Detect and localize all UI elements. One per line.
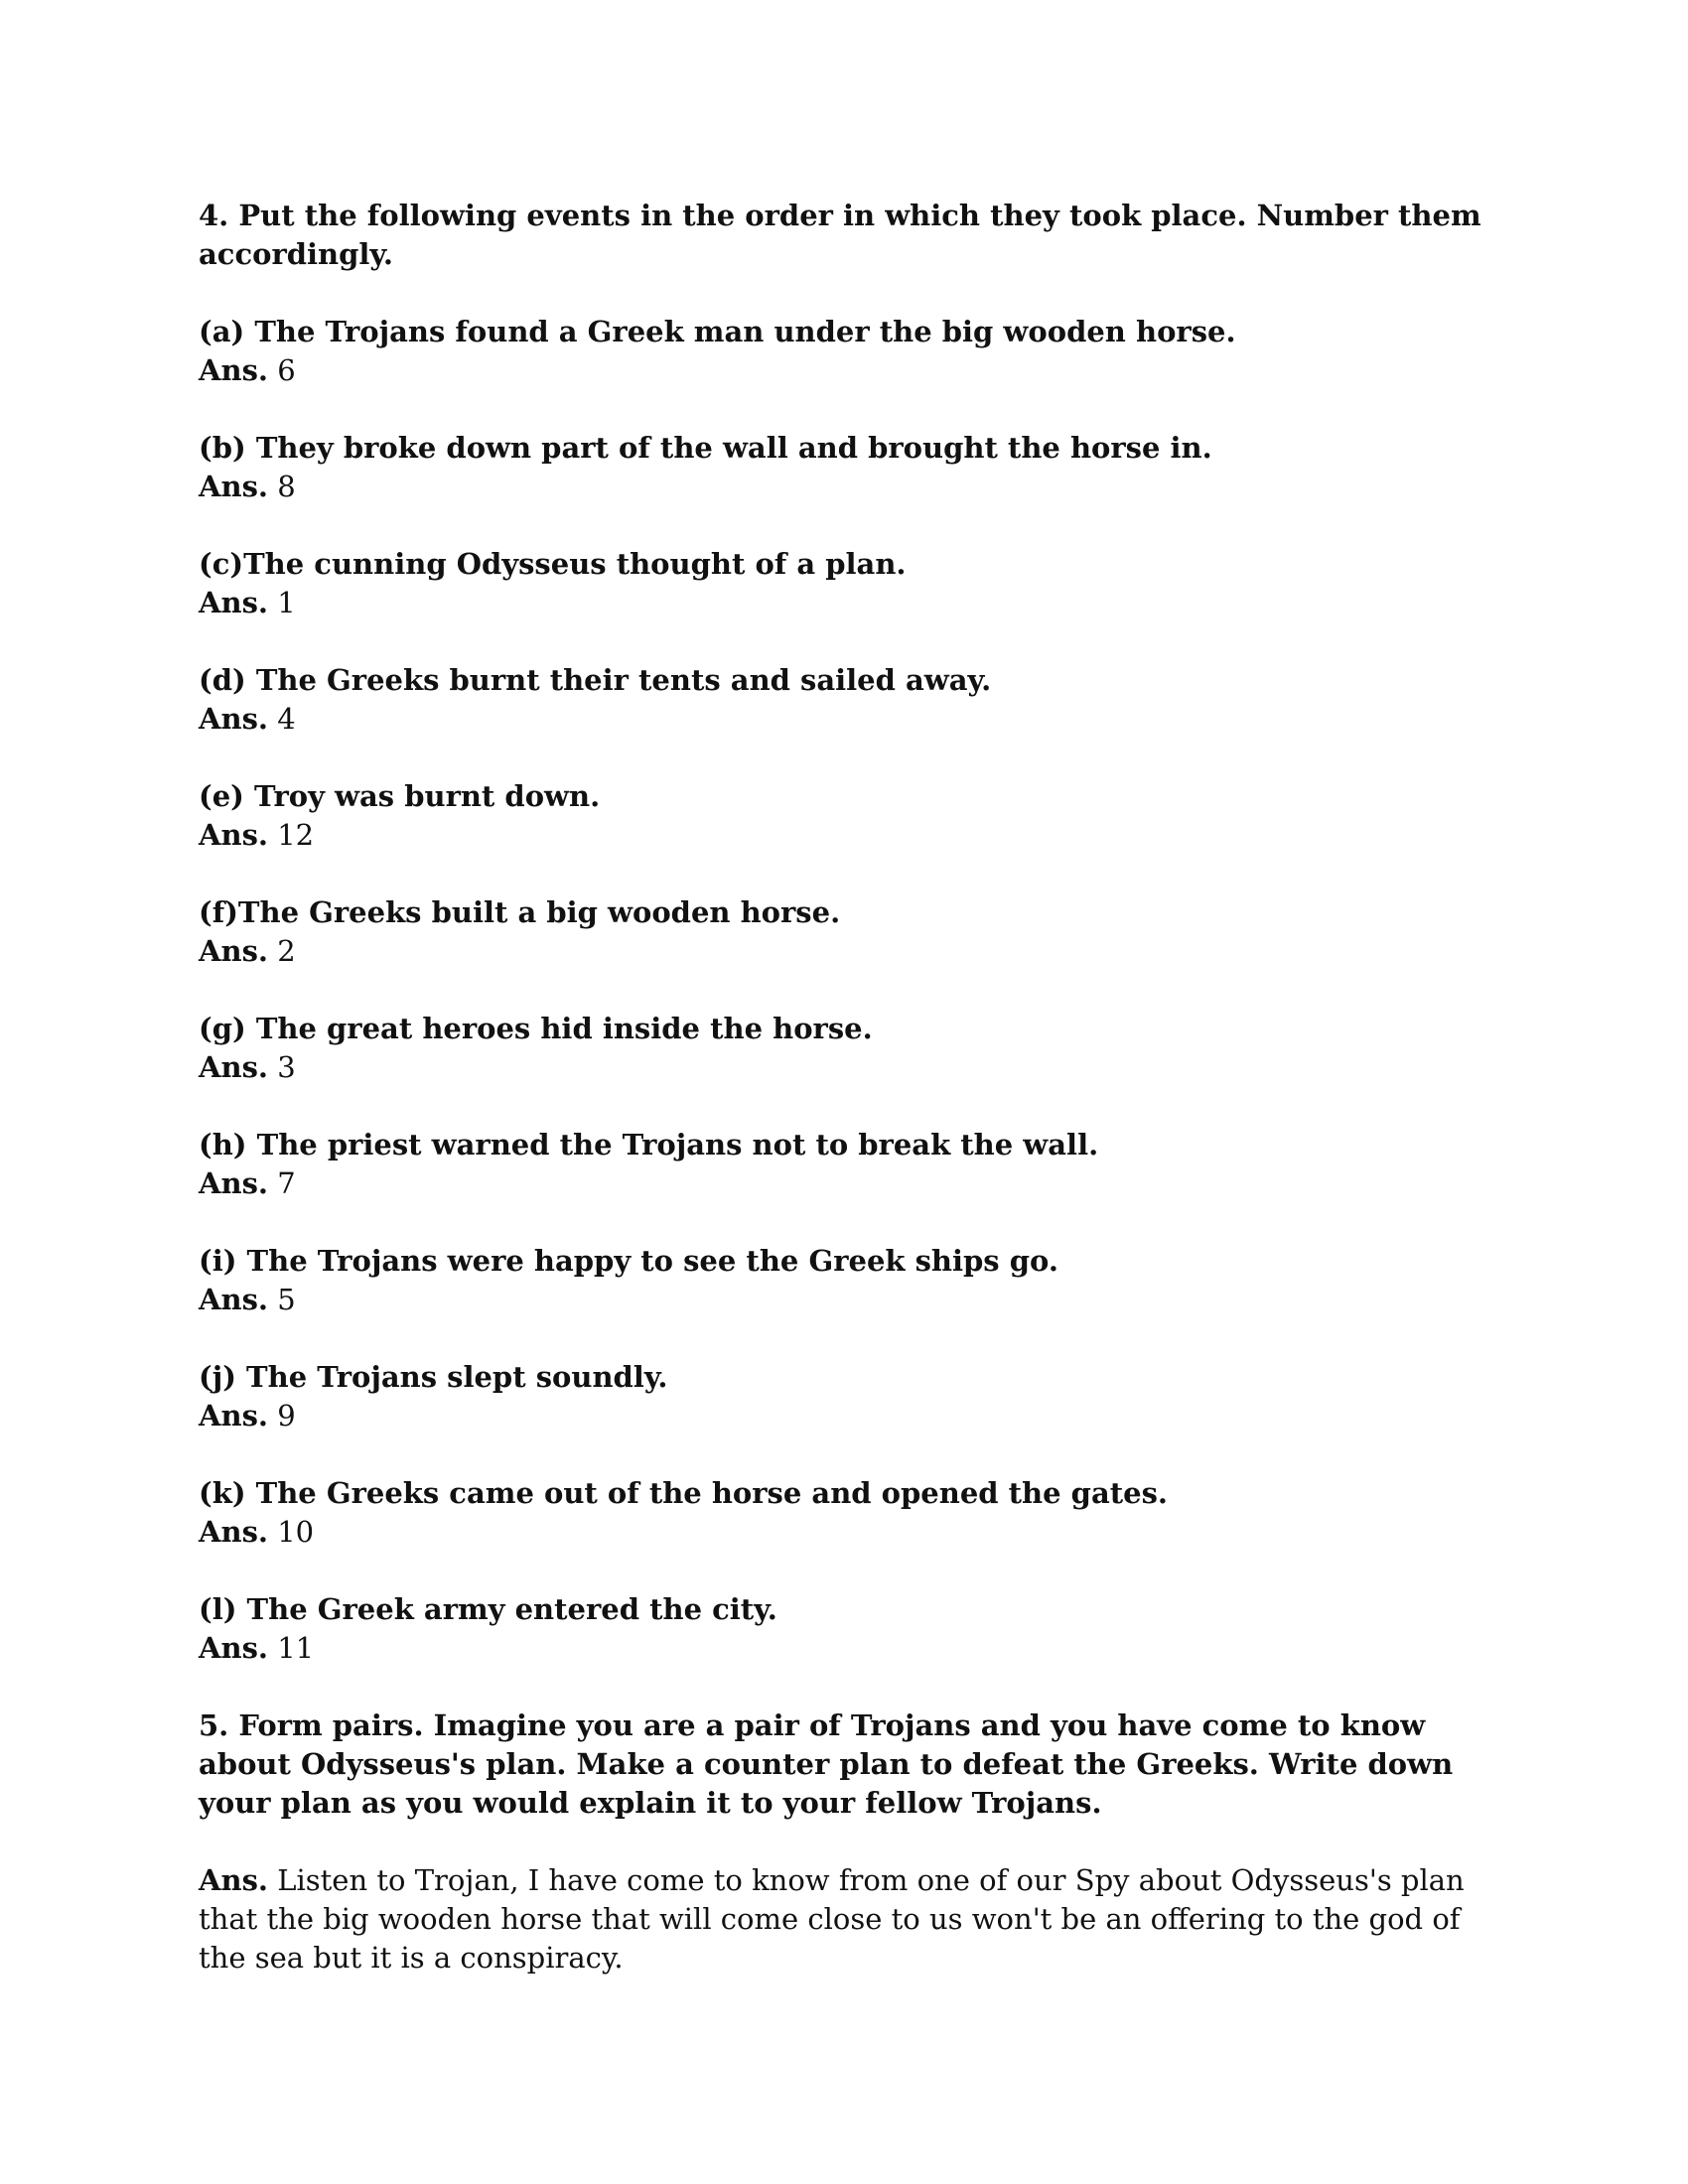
- answer-label: Ans.: [199, 702, 269, 736]
- event-item: [199, 429, 1499, 506]
- answer-value: 10: [277, 1515, 315, 1549]
- answer-value: 4: [277, 702, 296, 736]
- event-answer: [199, 1513, 1499, 1552]
- answer-label: Ans.: [199, 1515, 269, 1549]
- answer-label: Ans.: [199, 1283, 269, 1316]
- event-answer: [199, 468, 1499, 506]
- answer-text: Listen to Trojan, I have come to know from one of our Spy about Odysseus's plan that the big wooden horse that will come close to us won't be an offering to the god of the sea but it is a conspiracy.: [199, 1863, 1465, 1975]
- event-item: [199, 1010, 1499, 1087]
- event-item: [199, 777, 1499, 855]
- answer-label: Ans.: [199, 1631, 269, 1665]
- event-answer: [199, 932, 1499, 971]
- question-4-heading: 4. Put the following events in the order in which they took place. Number them accordingly.: [199, 199, 1481, 271]
- event-answer: [199, 1629, 1499, 1668]
- event-item: [199, 545, 1499, 622]
- answer-value: 1: [277, 586, 296, 619]
- event-statement: (h) The priest warned the Trojans not to break the wall.: [199, 1128, 1099, 1161]
- event-statement: (f)The Greeks built a big wooden horse.: [199, 895, 841, 929]
- answer-label: Ans.: [199, 1050, 269, 1084]
- answer-value: 5: [277, 1283, 296, 1316]
- event-statement: (a) The Trojans found a Greek man under the big wooden horse.: [199, 315, 1236, 348]
- event-statement: (k) The Greeks came out of the horse and opened the gates.: [199, 1476, 1169, 1510]
- answer-label: Ans.: [199, 470, 269, 503]
- answer-value: 9: [277, 1399, 296, 1433]
- question-5-answer: [199, 1861, 1499, 1978]
- event-answer: [199, 351, 1499, 390]
- event-statement: (j) The Trojans slept soundly.: [199, 1360, 668, 1394]
- answer-label: Ans.: [199, 1863, 269, 1897]
- event-item: [199, 1126, 1499, 1203]
- question-5-heading: 5. Form pairs. Imagine you are a pair of Trojans and you have come to know about Odysseus's plan. Make a counter plan to defeat the Greeks. Write down your plan as you would explain it to your fellow Trojans.: [199, 1708, 1454, 1820]
- event-answer: [199, 584, 1499, 622]
- answer-value: 12: [277, 818, 315, 852]
- answer-value: 3: [277, 1050, 296, 1084]
- answer-label: Ans.: [199, 1399, 269, 1433]
- event-answer: [199, 1048, 1499, 1087]
- event-statement: (b) They broke down part of the wall and brought the horse in.: [199, 431, 1212, 465]
- answer-value: 6: [277, 353, 296, 387]
- answer-value: 8: [277, 470, 296, 503]
- event-item: [199, 661, 1499, 739]
- answer-label: Ans.: [199, 1166, 269, 1200]
- event-statement: (i) The Trojans were happy to see the Greek ships go.: [199, 1244, 1058, 1278]
- event-answer: [199, 1397, 1499, 1435]
- event-item: [199, 893, 1499, 971]
- event-statement: (c)The cunning Odysseus thought of a plan.: [199, 547, 907, 581]
- event-item: [199, 1590, 1499, 1668]
- answer-label: Ans.: [199, 353, 269, 387]
- event-item: [199, 1474, 1499, 1552]
- event-answer: [199, 816, 1499, 855]
- answer-label: Ans.: [199, 586, 269, 619]
- event-item: [199, 1242, 1499, 1319]
- event-statement: (g) The great heroes hid inside the horse.: [199, 1012, 873, 1045]
- event-statement: (e) Troy was burnt down.: [199, 779, 601, 813]
- answer-value: 7: [277, 1166, 296, 1200]
- event-item: [199, 1358, 1499, 1435]
- event-answer: [199, 1164, 1499, 1203]
- document-page: [199, 197, 1499, 2006]
- answer-label: Ans.: [199, 818, 269, 852]
- answer-value: 2: [277, 934, 296, 968]
- event-answer: [199, 700, 1499, 739]
- event-item: [199, 313, 1499, 390]
- event-statement: (l) The Greek army entered the city.: [199, 1592, 777, 1626]
- event-statement: (d) The Greeks burnt their tents and sailed away.: [199, 663, 992, 697]
- event-list: [199, 313, 1499, 1668]
- answer-label: Ans.: [199, 934, 269, 968]
- event-answer: [199, 1281, 1499, 1319]
- answer-value: 11: [277, 1631, 315, 1665]
